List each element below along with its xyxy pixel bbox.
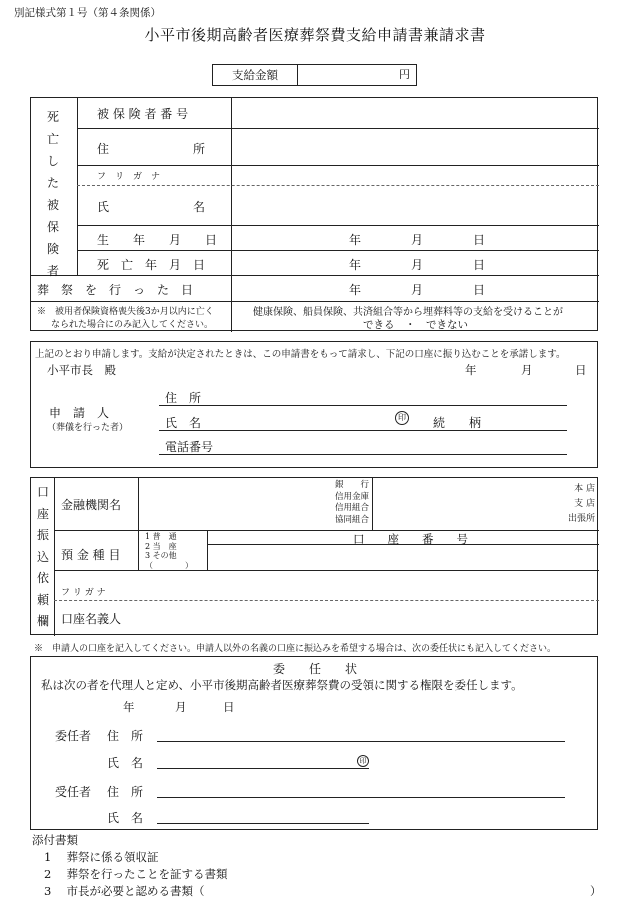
death-day-unit: 日 [473, 258, 486, 272]
holder-furigana-label: フ リ ガ ナ [61, 588, 106, 598]
proxy-statement: 私は次の者を代理人と定め、小平市後期高齢者医療葬祭費の受領に関する権限を委任します。 [41, 678, 523, 692]
funeral-note-line2: なられた場合にのみ記入してください。 [51, 320, 214, 330]
deceased-name-field[interactable] [232, 186, 598, 225]
delegate-address-label: 住 所 [107, 785, 144, 799]
proxy-title: 委 任 状 [272, 662, 357, 676]
page-title: 小平市後期高齢者医療葬祭費支給申請書兼請求書 [144, 26, 486, 44]
funeral-year-unit: 年 [349, 283, 362, 297]
applicant-name-label: 氏 名 [165, 416, 202, 430]
delegator-address-field[interactable] [157, 741, 565, 742]
other-benefit-question: 健康保険、船員保険、共済組合等から埋葬料等の支給を受けることが [253, 307, 563, 318]
deceased-side-label: 死 亡 し た 被 保 険 者 [46, 110, 59, 278]
applicant-address-field[interactable] [159, 405, 567, 406]
deceased-name-label: 氏 名 [97, 200, 206, 214]
declaration-text: 上記のとおり申請します。支給が決定されたときは、この申請書をもって請求し、下記の口座に振り込むことを承諾します。 [35, 349, 566, 360]
applicant-seal [395, 410, 409, 425]
seal-icon: 印 [357, 755, 369, 767]
applicant-label: 申 請 人 [49, 406, 110, 420]
funeral-note-line1: ※ 被用者保険資格喪失後3か月以内に亡く [37, 307, 214, 317]
deceased-address-field[interactable] [232, 129, 598, 165]
application-day-unit: 日 [575, 363, 587, 377]
insured-number-field[interactable] [232, 99, 598, 127]
proxy-day-unit: 日 [223, 700, 235, 714]
bank-note: ※ 申請人の口座を記入してください。申請人以外の名義の口座に振込みを希望する場合は、次の委任状にも記入してください。 [34, 644, 557, 654]
proxy-year-unit: 年 [123, 700, 135, 714]
holder-furigana-field[interactable] [139, 571, 598, 600]
account-number-label: 口 座 番 号 [353, 532, 468, 546]
attachment-other-field[interactable] [210, 881, 590, 897]
account-number-field[interactable] [208, 545, 598, 570]
applicant-sublabel: （葬儀を行った者） [47, 423, 129, 433]
bank-section [30, 477, 598, 635]
birth-date-label: 生 年 月 日 [97, 233, 218, 247]
form-number: 別記様式第１号（第４条関係） [14, 7, 161, 19]
delegator-name-field[interactable] [157, 768, 369, 769]
institution-types: 銀 行 信用金庫 信用組合 協同組合 [334, 480, 369, 525]
application-year-unit: 年 [465, 363, 477, 377]
relation-label: 続 柄 [433, 416, 482, 430]
bank-side-label: 口 座 振 込 依 頼 欄 [36, 485, 49, 628]
delegate-address-field[interactable] [157, 797, 565, 798]
deceased-furigana-field[interactable] [232, 166, 598, 185]
funeral-month-unit: 月 [411, 283, 424, 297]
attachment-close-paren: ） [590, 884, 602, 898]
deposit-type-options[interactable]: 1 普 通 2 当 座 3 その他 （ ） [145, 532, 193, 570]
applicant-section [30, 341, 598, 468]
funeral-day-unit: 日 [473, 283, 486, 297]
proxy-section [30, 656, 598, 830]
delegate-name-field[interactable] [157, 823, 369, 824]
delegate-name-label: 氏 名 [107, 811, 144, 825]
payment-amount-box [212, 64, 417, 86]
institution-label: 金融機関名 [61, 498, 122, 512]
payment-amount-label: 支給金額 [213, 65, 298, 85]
delegator-name-label: 氏 名 [107, 756, 144, 770]
attachment-item: 1 葬祭に係る領収証 [44, 850, 159, 864]
account-holder-field[interactable] [139, 601, 598, 635]
deceased-address-label: 住 所 [97, 142, 206, 156]
branch-field[interactable] [373, 479, 553, 530]
delegator-seal [357, 753, 369, 767]
attachment-item: 3 市長が必要と認める書類（ [44, 884, 205, 898]
birth-month-unit: 月 [411, 233, 424, 247]
yen-unit: 円 [399, 68, 410, 81]
death-month-unit: 月 [411, 258, 424, 272]
payment-amount-field[interactable] [298, 65, 416, 85]
applicant-address-label: 住 所 [165, 391, 202, 405]
other-benefit-choice[interactable]: できる ・ できない [363, 319, 468, 331]
phone-field[interactable] [159, 454, 567, 455]
application-month-unit: 月 [521, 363, 533, 377]
attachments-heading: 添付書類 [32, 833, 78, 847]
account-holder-label: 口座名義人 [61, 612, 122, 626]
insured-number-label: 被 保 険 者 番 号 [97, 107, 189, 121]
phone-label: 電話番号 [165, 440, 214, 454]
attachment-item: 2 葬祭を行ったことを証する書類 [44, 867, 228, 881]
death-year-unit: 年 [349, 258, 362, 272]
branch-types: 本 店 支 店 出張所 [567, 484, 595, 524]
deceased-furigana-label: フ リ ガ ナ [97, 172, 161, 182]
seal-icon: 印 [395, 411, 409, 425]
proxy-month-unit: 月 [175, 700, 187, 714]
delegate-label: 受任者 [55, 785, 92, 799]
deposit-type-label: 預 金 種 目 [61, 548, 121, 562]
death-date-label: 死 亡 年 月 日 [97, 258, 206, 272]
birth-year-unit: 年 [349, 233, 362, 247]
funeral-date-label: 葬 祭 を 行 っ た 日 [37, 283, 194, 297]
addressee: 小平市長 殿 [47, 363, 116, 377]
applicant-name-field[interactable] [159, 430, 567, 431]
delegator-label: 委任者 [55, 729, 92, 743]
delegator-address-label: 住 所 [107, 729, 144, 743]
deceased-section [30, 97, 598, 331]
birth-day-unit: 日 [473, 233, 486, 247]
